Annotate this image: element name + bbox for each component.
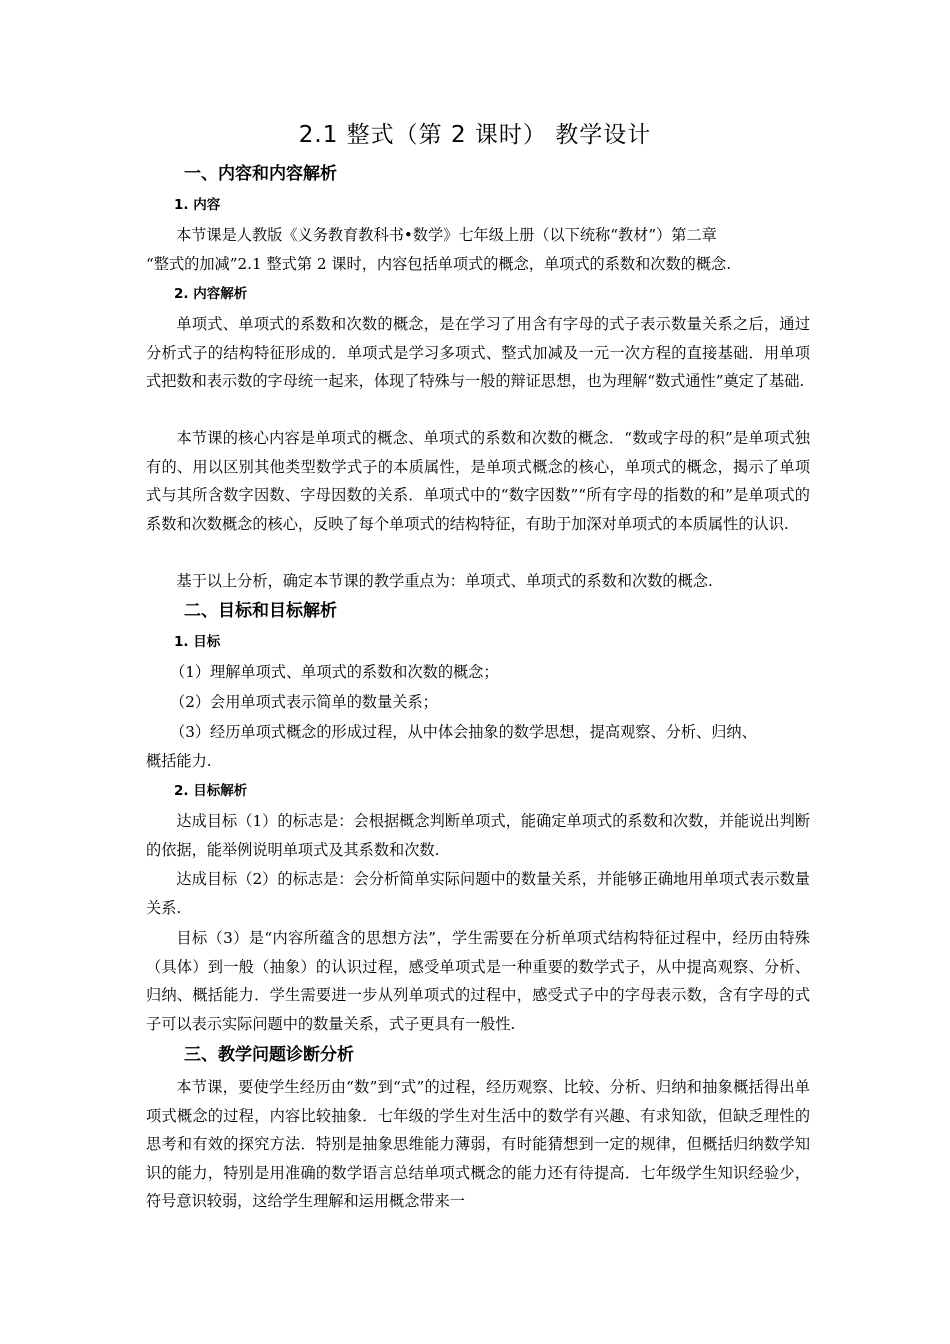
analysis-paragraph-2: 本节课的核心内容是单项式的概念、单项式的系数和次数的概念．“数或字母的积”是单项式独有的、用以区别其他类型数学式子的本质属性，是单项式概念的核心，单项式的概念，揭示了单项式与其所含数字因数、字母因数的关系．单项式中的“数字因数”“所有字母的指数的和”是单项式的系数和次数概念的核心，反映了每个单项式的结构特征，有助于加深对单项式的本质属性的认识. [146,429,810,533]
content-line-1: 本节课是人教版《义务教育教科书•数学》七年级上册（以下统称“教材”）第二章 [176,226,717,244]
goal-analysis-paragraph-1: 达成目标（1）的标志是：会根据概念判断单项式，能确定单项式的系数和次数，并能说出判断的依据，能举例说明单项式及其系数和次数. [146,812,810,859]
goal-item-1: （1）理解单项式、单项式的系数和次数的概念； [170,663,499,681]
subheading-goal-analysis: 2. 目标解析 [174,783,248,799]
analysis-paragraph-3: 基于以上分析，确定本节课的教学重点为：单项式、单项式的系数和次数的概念. [176,572,713,590]
goal-item-3-line-1: （3）经历单项式概念的形成过程，从中体会抽象的数学思想，提高观察、分析、归纳、 [170,723,757,741]
goal-item-3-line-2: 概括能力. [146,752,212,770]
subheading-goals: 1. 目标 [174,634,221,650]
section-heading-3: 三、教学问题诊断分析 [184,1045,354,1065]
goal-analysis-paragraph-2: 达成目标（2）的标志是：会分析简单实际问题中的数量关系，并能够正确地用单项式表示数量关系. [146,870,810,917]
section-heading-2: 二、目标和目标解析 [184,601,337,621]
content-line-2: “整式的加减”2.1 整式第 2 课时，内容包括单项式的概念，单项式的系数和次数的概念. [146,255,732,273]
goal-analysis-paragraph-3: 目标（3）是“内容所蕴含的思想方法”，学生需要在分析单项式结构特征过程中，经历由特殊（具体）到一般（抽象）的认识过程，感受单项式是一种重要的数学式子，从中提高观察、分析、归纳、概括能力．学生需要进一步从列单项式的过程中，感受式子中的字母表示数，含有字母的式子可以表示实际问题中的数量关系，式子更具有一般性. [146,929,810,1033]
analysis-paragraph-1: 单项式、单项式的系数和次数的概念，是在学习了用含有字母的式子表示数量关系之后，通过分析式子的结构特征形成的．单项式是学习多项式、整式加减及一元一次方程的直接基础．用单项式把数和表示数的字母统一起来，体现了特殊与一般的辩证思想，也为理解“数式通性”奠定了基础. [146,315,810,390]
diagnosis-paragraph-1: 本节课，要使学生经历由“数”到“式”的过程，经历观察、比较、分析、归纳和抽象概括得出单项式概念的过程，内容比较抽象．七年级的学生对生活中的数学有兴趣、有求知欲，但缺乏理性的思考和有效的探究方法．特别是抽象思维能力薄弱，有时能猜想到一定的规律，但概括归纳数学知识的能力，特别是用准确的数学语言总结单项式概念的能力还有待提高．七年级学生知识经验少，符号意识较弱，这给学生理解和运用概念带来一 [146,1078,810,1210]
document-title: 2.1 整式（第 2 课时） 教学设计 [298,122,652,148]
subheading-content-analysis: 2. 内容解析 [174,286,248,302]
goal-item-2: （2）会用单项式表示简单的数量关系； [170,693,438,711]
subheading-content: 1. 内容 [174,197,221,213]
section-heading-1: 一、内容和内容解析 [184,164,337,184]
